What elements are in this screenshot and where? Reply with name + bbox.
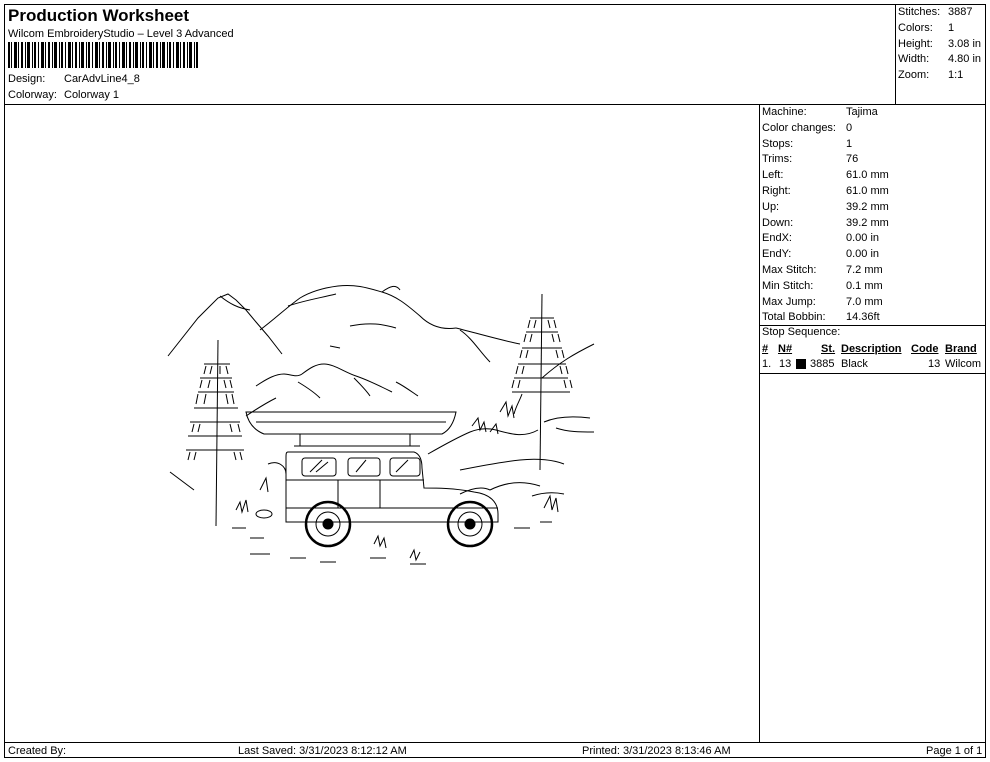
info-endy: EndY: 0.00 in [762,248,880,260]
stop-row-description: Black [841,358,868,370]
footer-page-number: Page 1 of 1 [926,745,983,757]
color-swatch [796,359,806,369]
col-header-num: # [762,343,769,355]
col-header-brand: Brand [945,343,977,355]
info-max-jump: Max Jump: 7.0 mm [762,296,883,308]
side-panel-divider [759,104,760,742]
footer-last-saved: Last Saved: 3/31/2023 8:12:12 AM [238,745,407,757]
footer-divider [4,742,986,743]
header-divider [4,104,986,105]
info-stops: Stops: 1 [762,138,853,150]
col-header-needle: N# [778,343,793,355]
info-min-stitch: Min Stitch: 0.1 mm [762,280,883,292]
info-up: Up: 39.2 mm [762,201,889,213]
info-max-stitch: Max Stitch: 7.2 mm [762,264,883,276]
info-total-bobbin: Total Bobbin: 14.36ft [762,311,880,323]
colorway-label: Colorway: [8,89,57,101]
page-title: Production Worksheet [8,6,190,25]
footer-created-by: Created By: [8,745,67,757]
info-color-changes: Color changes: 0 [762,122,853,134]
col-header-description: Description [841,343,902,355]
stop-table-divider [759,373,986,374]
info-left: Left: 61.0 mm [762,169,889,181]
stop-row-brand: Wilcom [945,358,982,370]
footer-printed: Printed: 3/31/2023 8:13:46 AM [582,745,731,757]
stop-row-code: 13 [928,358,941,370]
stop-sequence-title: Stop Sequence: [762,326,841,338]
colorway-value: Colorway 1 [64,89,120,101]
col-header-stitches: St. [821,343,836,355]
design-label: Design: [8,73,46,85]
stop-row-needle: 13 [779,358,792,370]
info-down: Down: 39.2 mm [762,217,889,229]
info-machine: Machine: Tajima [762,106,878,118]
col-header-code: Code [911,343,939,355]
barcode-image [8,42,198,68]
info-right: Right: 61.0 mm [762,185,889,197]
stop-row-num: 1. [762,358,772,370]
design-value: CarAdvLine4_8 [64,73,140,85]
embroidery-design-preview [160,282,604,572]
info-trims: Trims: 76 [762,153,859,165]
software-subtitle: Wilcom EmbroideryStudio – Level 3 Advanced [8,28,234,40]
stats-divider [895,4,896,104]
info-endx: EndX: 0.00 in [762,232,880,244]
stop-row-stitches: 3885 [810,358,835,370]
